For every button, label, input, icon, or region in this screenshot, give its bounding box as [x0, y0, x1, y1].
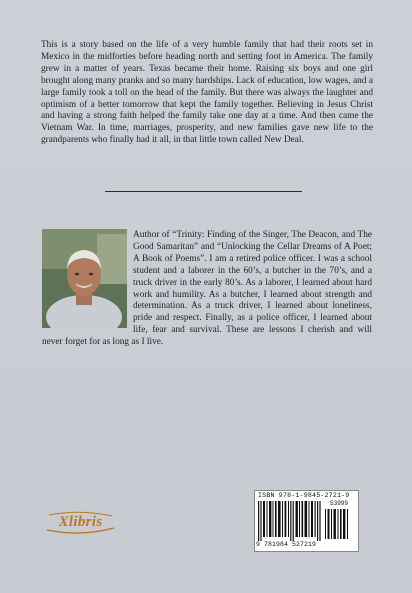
book-blurb: This is a story based on the life of a very humble family that had their roots set in Mexico in the midforties before heading north and setting foot in America. The family grew in a matter of years. Texas became their home. Raising six boys and one girl brought along many pranks and so many hardships. Lack of education, low wages, and a large family took a toll on the head of the family. But there was always the laughter and optimism of a better tomorrow that kept the family together. Believing in Jesus Christ and having a strong faith helped the family take one day at a time. And then came the Vietnam War. In time, marriages, prosperity, and new families gave new life to the grandparents who finally had it all, in that little town called New Deal. — [41, 40, 373, 146]
publisher-name: Xlibris — [58, 514, 103, 530]
section-divider — [105, 191, 302, 192]
photo-space — [42, 230, 127, 329]
publisher-logo-swoosh-icon — [43, 509, 118, 535]
isbn-label: ISBN 978-1-9845-2721-9 — [258, 492, 350, 499]
author-bio-text: Author of “Trinity: Finding of the Singer, The Deacon, and The Good Samaritan” and “Unlocking the Cellar Dreams of A Poet; A Book of Poems”. I am a retired police officer. I was a school student and a laborer in the 60’s, a butcher in the 70’s, and a truck driver in the early 80’s. As a laborer, I learned about hard work and humility. As a butcher, I learned about strength and determination. As a truck driver, I learned about loneliness, pride and respect. Finally, as a police officer, I learned about life, fear and survival. These are lessons I cherish and will never forget for as long as I live. — [42, 230, 372, 348]
barcode-digits: 9 781984 527219 — [256, 541, 317, 548]
author-bio — [42, 230, 372, 349]
barcode-bars-icon — [258, 501, 352, 541]
publisher-logo — [43, 509, 118, 535]
barcode-addon-digits: 53999 — [330, 500, 349, 507]
